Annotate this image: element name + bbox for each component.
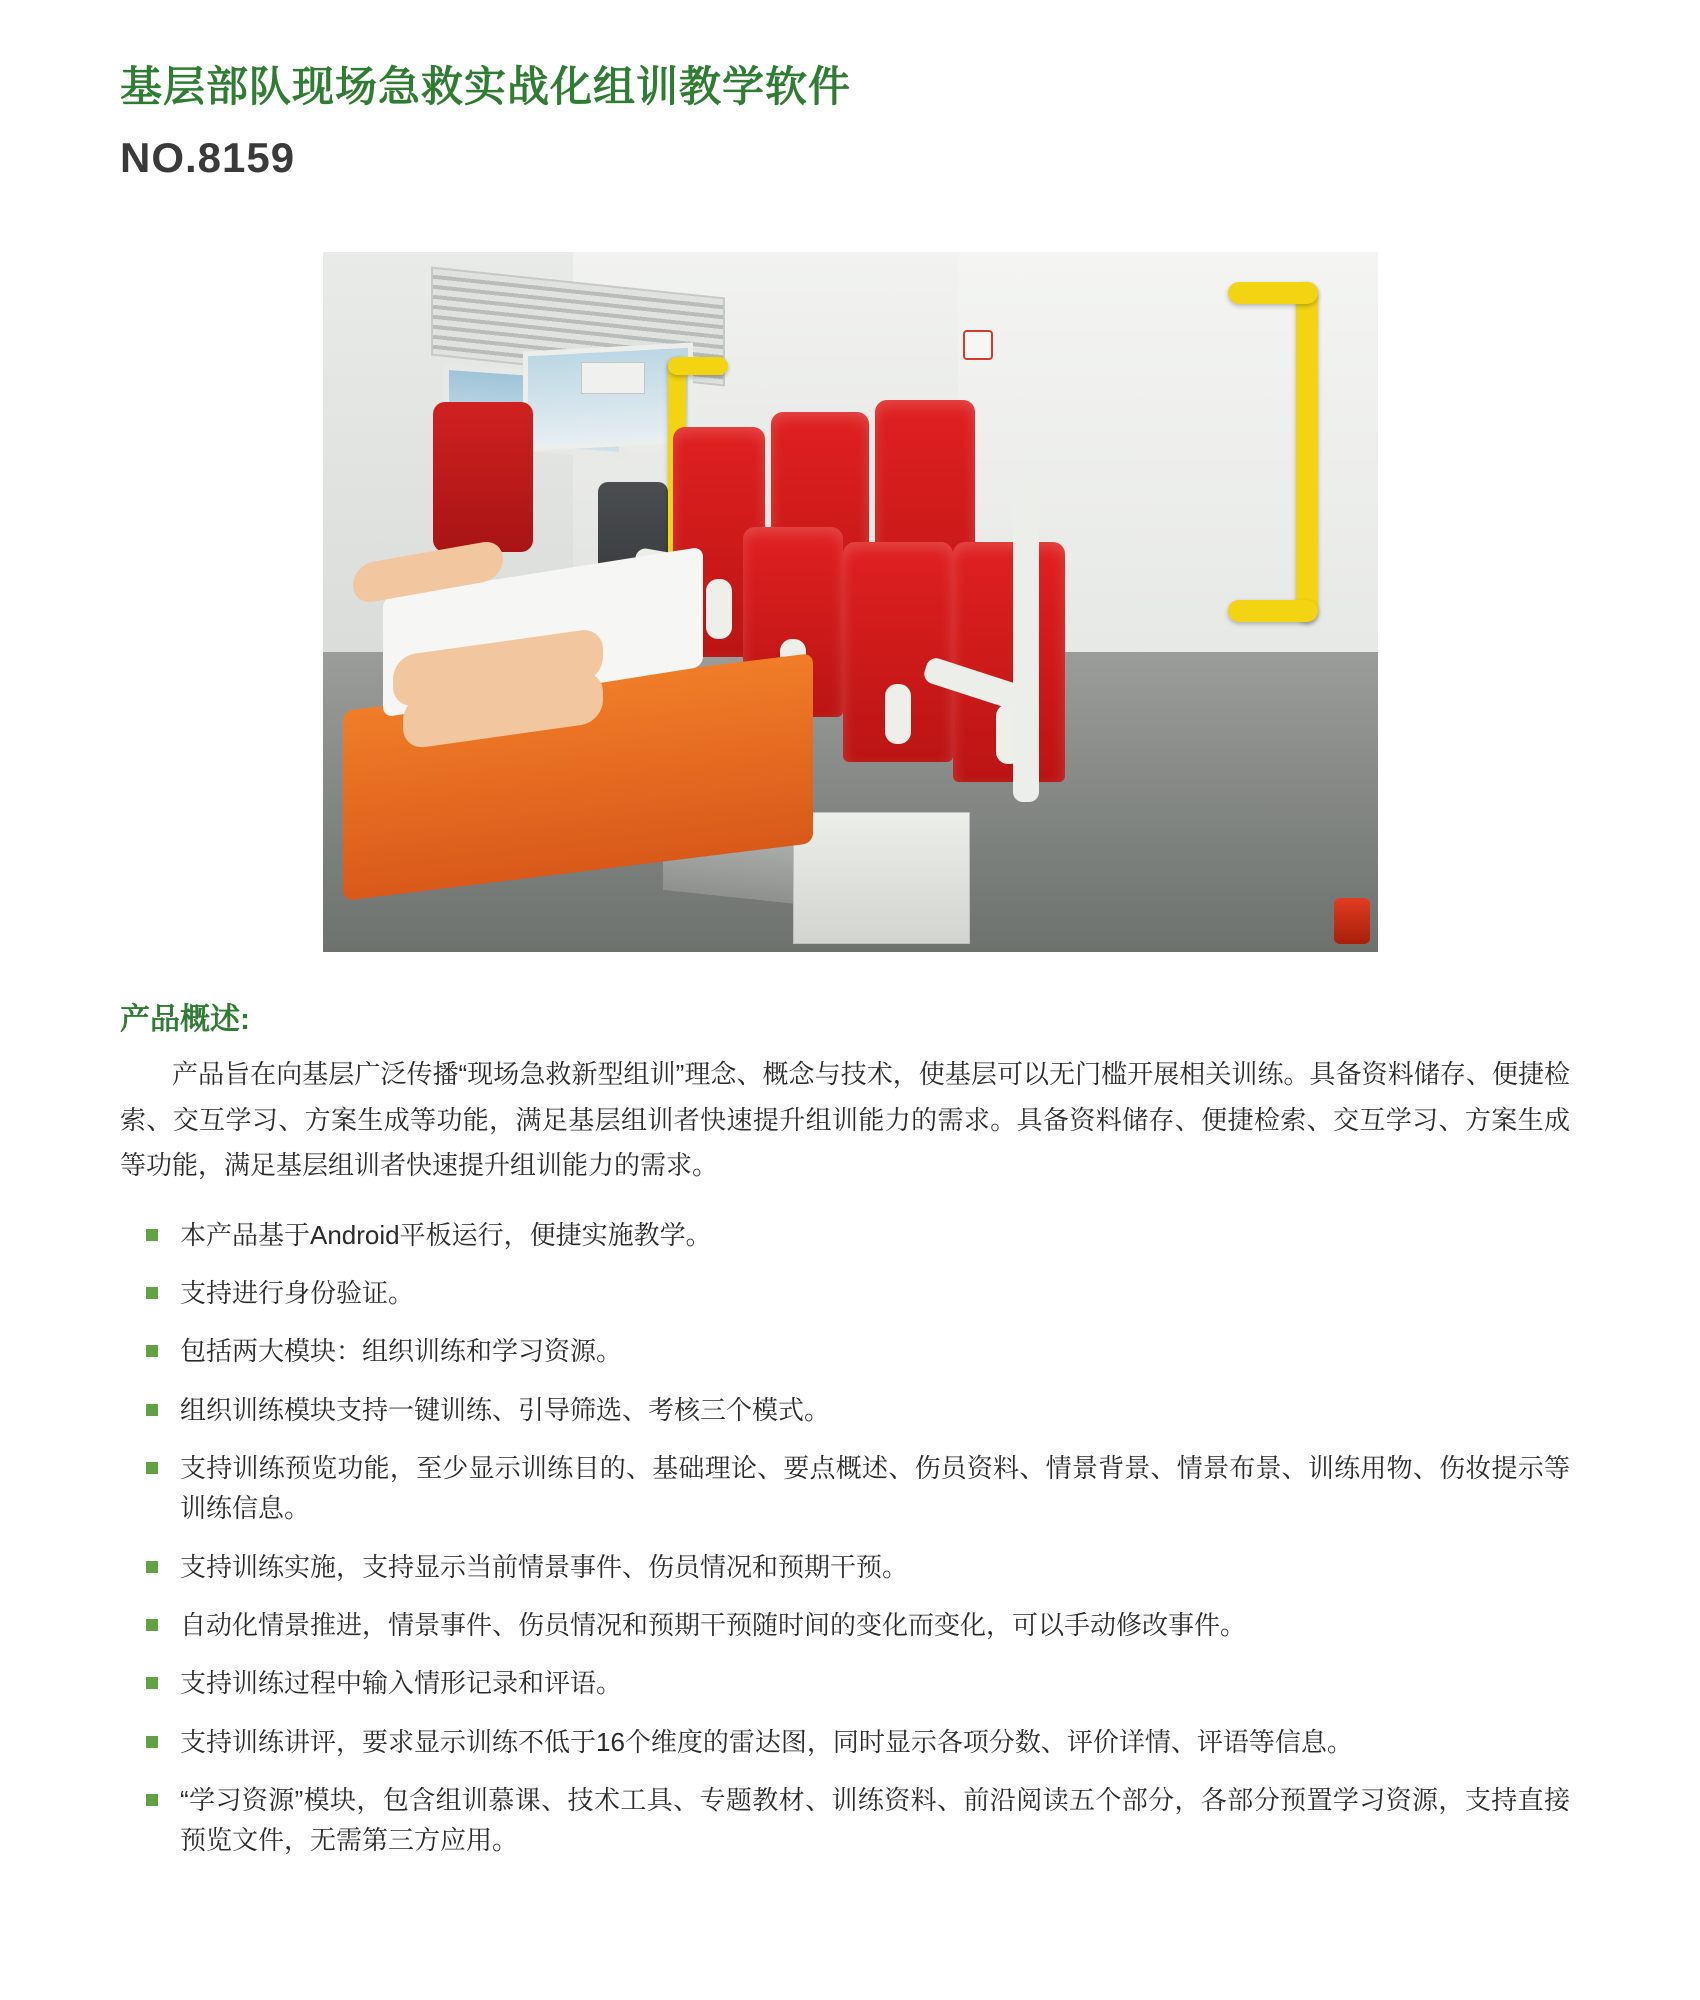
list-item: 支持进行身份验证。 [138,1273,1570,1313]
list-item: “学习资源”模块，包含组训慕课、技术工具、专题教材、训练资料、前沿阅读五个部分，各部分预置学习资源，支持直接预览文件，无需第三方应用。 [138,1780,1570,1861]
equipment-cabinet [793,812,970,944]
list-item: 自动化情景推进，情景事件、伤员情况和预期干预随时间的变化而变化，可以手动修改事件。 [138,1605,1570,1645]
list-item: 支持训练实施，支持显示当前情景事件、伤员情况和预期干预。 [138,1547,1570,1587]
ambulance-interior-photo [323,252,1378,952]
seat-clip [706,579,732,639]
handrail-right-top [1228,282,1318,304]
title-block [120,0,1580,182]
no-smoking-sign [963,330,993,360]
fire-extinguisher [1334,898,1370,944]
overview-paragraph: 产品旨在向基层广泛传播“现场急救新型组训”理念、概念与技术，使基层可以无门槛开展相关训练。具备资料储存、便捷检索、交互学习、方案生成等功能，满足基层组训者快速提升组训能力的需求。具备资料储存、便捷检索、交互学习、方案生成等功能，满足基层组训者快速提升组训能力的需求。 [120,1059,1570,1181]
feature-list [120,1215,1580,1861]
product-photo-container [120,252,1580,952]
control-panel [581,362,645,394]
seat-post [1013,472,1039,802]
folding-seat-6 [953,542,1065,782]
handrail-right-vertical [1296,282,1318,622]
handrail-right-bottom [1228,600,1318,622]
list-item: 包括两大模块：组织训练和学习资源。 [138,1331,1570,1371]
folding-seat-5 [843,542,953,762]
handrail-top-center [668,357,728,375]
seat-clip [885,684,911,744]
page-title: 基层部队现场急救实战化组训教学软件 [120,63,852,110]
overview-heading: 产品概述: [120,1003,250,1037]
model-number: NO.8159 [120,134,296,182]
list-item: 组织训练模块支持一键训练、引导筛选、考核三个模式。 [138,1390,1570,1430]
attendant-seat [433,402,533,552]
list-item: 支持训练讲评，要求显示训练不低于16个维度的雷达图，同时显示各项分数、评价详情、评语等信息。 [138,1722,1570,1762]
list-item: 支持训练过程中输入情形记录和评语。 [138,1663,1570,1703]
list-item: 支持训练预览功能，至少显示训练目的、基础理论、要点概述、伤员资料、情景背景、情景布景、训练用物、伤妆提示等训练信息。 [138,1448,1570,1529]
list-item: 本产品基于Android平板运行，便捷实施教学。 [138,1215,1570,1255]
